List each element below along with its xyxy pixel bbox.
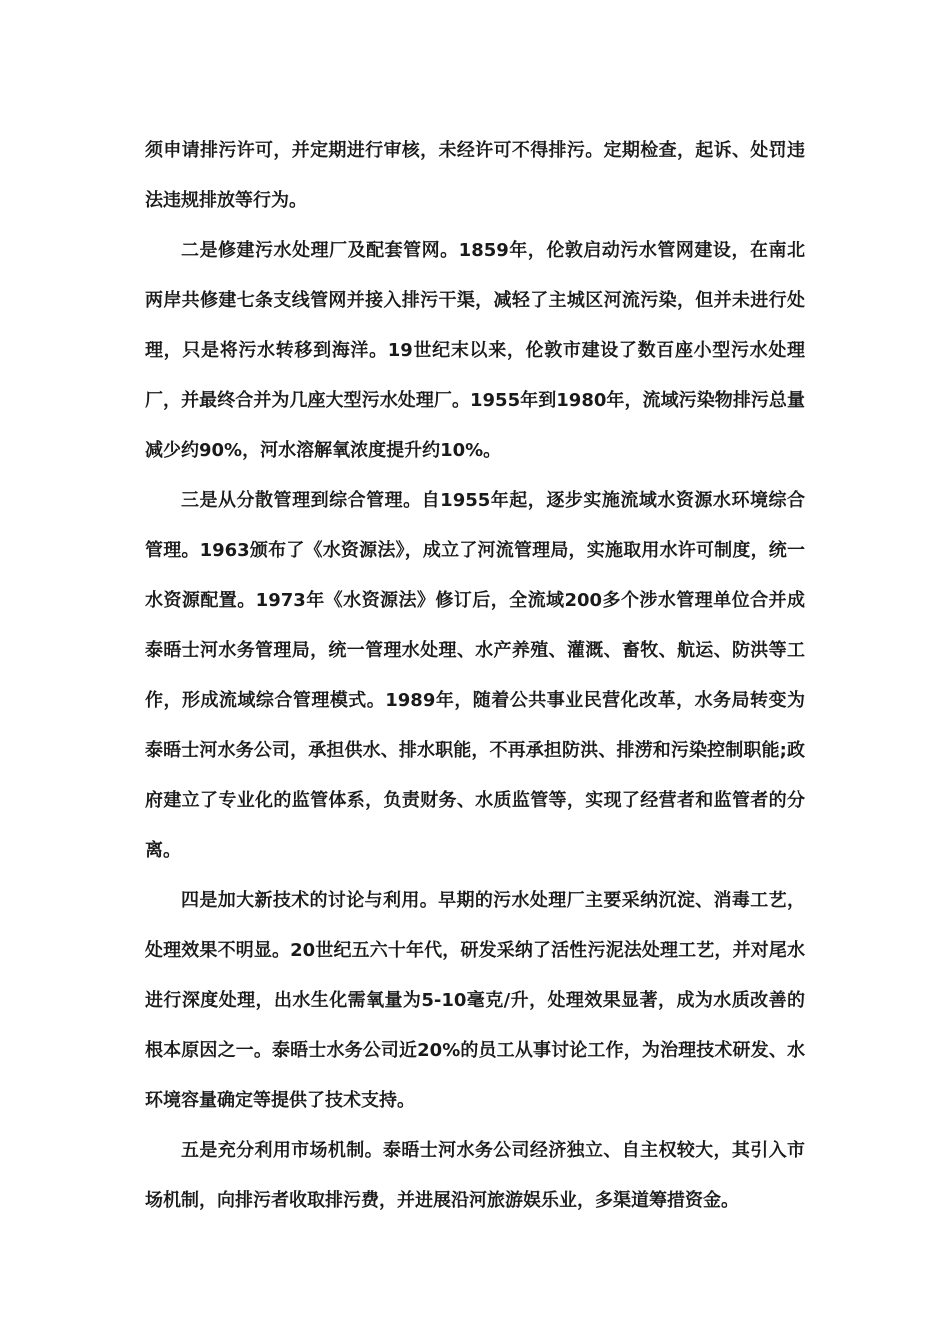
document-body <box>145 126 805 1226</box>
paragraph-point-5: 五是充分利用市场机制。泰晤士河水务公司经济独立、自主权较大，其引入市场机制，向排污者收取排污费，并进展沿河旅游娱乐业，多渠道筹措资金。 <box>145 1140 805 1211</box>
paragraph-point-2: 二是修建污水处理厂及配套管网。1859年，伦敦启动污水管网建设，在南北两岸共修建七条支线管网并接入排污干渠，减轻了主城区河流污染，但并未进行处理，只是将污水转移到海洋。19世纪末以来，伦敦市建设了数百座小型污水处理厂，并最终合并为几座大型污水处理厂。1955年到1980年，流域污染物排污总量减少约90%，河水溶解氧浓度提升约10%。 <box>145 240 805 461</box>
paragraph-continuation: 须申请排污许可，并定期进行审核，未经许可不得排污。定期检查，起诉、处罚违法违规排放等行为。 <box>145 140 805 211</box>
paragraph-point-3: 三是从分散管理到综合管理。自1955年起，逐步实施流域水资源水环境综合管理。1963颁布了《水资源法》，成立了河流管理局，实施取用水许可制度，统一水资源配置。1973年《水资源法》修订后，全流域200多个涉水管理单位合并成泰晤士河水务管理局，统一管理水处理、水产养殖、灌溉、畜牧、航运、防洪等工作，形成流域综合管理模式。1989年，随着公共事业民营化改革，水务局转变为泰晤士河水务公司，承担供水、排水职能，不再承担防洪、排涝和污染控制职能;政府建立了专业化的监管体系，负责财务、水质监管等，实现了经营者和监管者的分离。 <box>145 490 805 861</box>
paragraph-point-4: 四是加大新技术的讨论与利用。早期的污水处理厂主要采纳沉淀、消毒工艺，处理效果不明显。20世纪五六十年代，研发采纳了活性污泥法处理工艺，并对尾水进行深度处理，出水生化需氧量为5-10毫克/升，处理效果显著，成为水质改善的根本原因之一。泰晤士水务公司近20%的员工从事讨论工作，为治理技术研发、水环境容量确定等提供了技术支持。 <box>145 890 805 1111</box>
